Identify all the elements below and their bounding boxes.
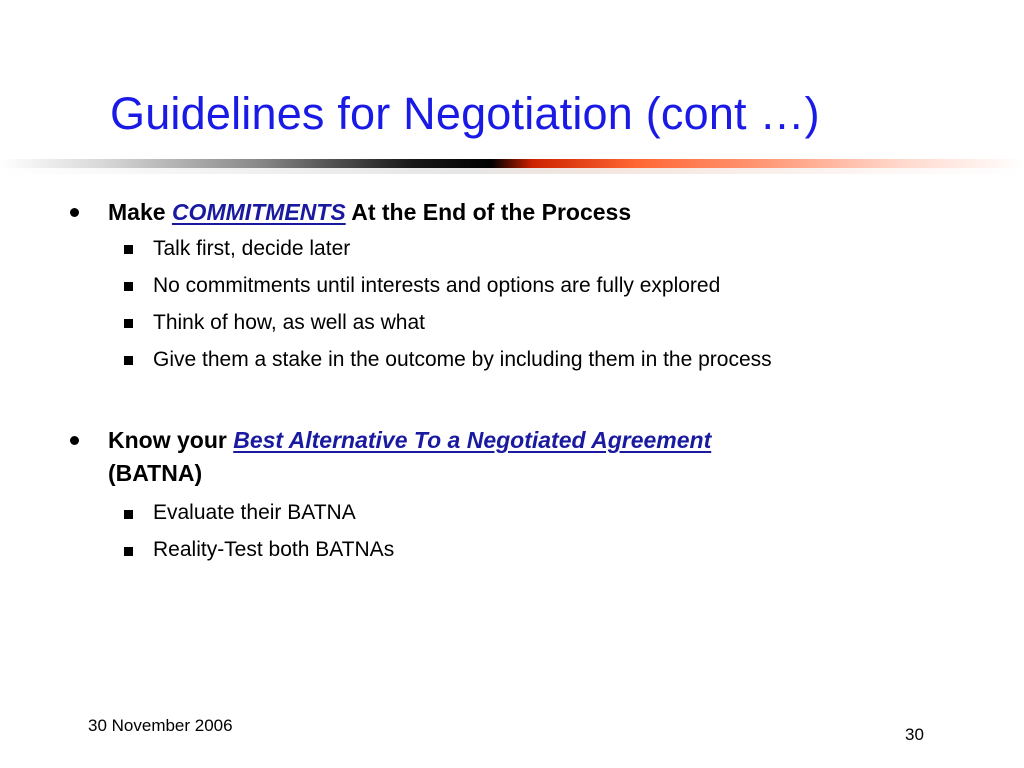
page-number: 30 — [905, 725, 924, 744]
bullet-dot — [70, 208, 79, 217]
subbullet-square — [124, 356, 133, 365]
subbullet-item: Talk first, decide later — [153, 237, 351, 260]
subbullet-square — [124, 547, 133, 556]
subbullet-item: Evaluate their BATNA — [153, 501, 356, 524]
subbullet-item: Reality-Test both BATNAs — [153, 538, 395, 561]
bullet-prefix: Know your — [108, 427, 234, 453]
slide-title: Guidelines for Negotiation (cont …) — [110, 88, 820, 139]
subbullet-item: Give them a stake in the outcome by including them in the process — [153, 348, 772, 371]
commitments-link[interactable]: COMMITMENTS — [171, 199, 346, 225]
bullet-prefix: Make — [108, 199, 172, 225]
bullet-suffix: At the End of the Process — [345, 199, 632, 225]
subbullet-square — [124, 319, 133, 328]
footer-date: 30 November 2006 — [88, 716, 233, 735]
subbullet-square — [124, 510, 133, 519]
bullet-batna — [108, 425, 711, 455]
subbullet-square — [124, 245, 133, 254]
bullet-dot — [70, 436, 79, 445]
batna-link[interactable]: Best Alternative To a Negotiated Agreement — [233, 427, 712, 453]
subbullet-item: No commitments until interests and options are fully explored — [153, 274, 721, 297]
title-divider — [0, 159, 1024, 168]
subbullet-square — [124, 282, 133, 291]
subbullet-item: Think of how, as well as what — [153, 311, 425, 334]
title-divider-shadow — [0, 168, 1024, 174]
bullet-batna-continuation: (BATNA) — [108, 460, 203, 486]
bullet-commitments — [108, 197, 631, 227]
